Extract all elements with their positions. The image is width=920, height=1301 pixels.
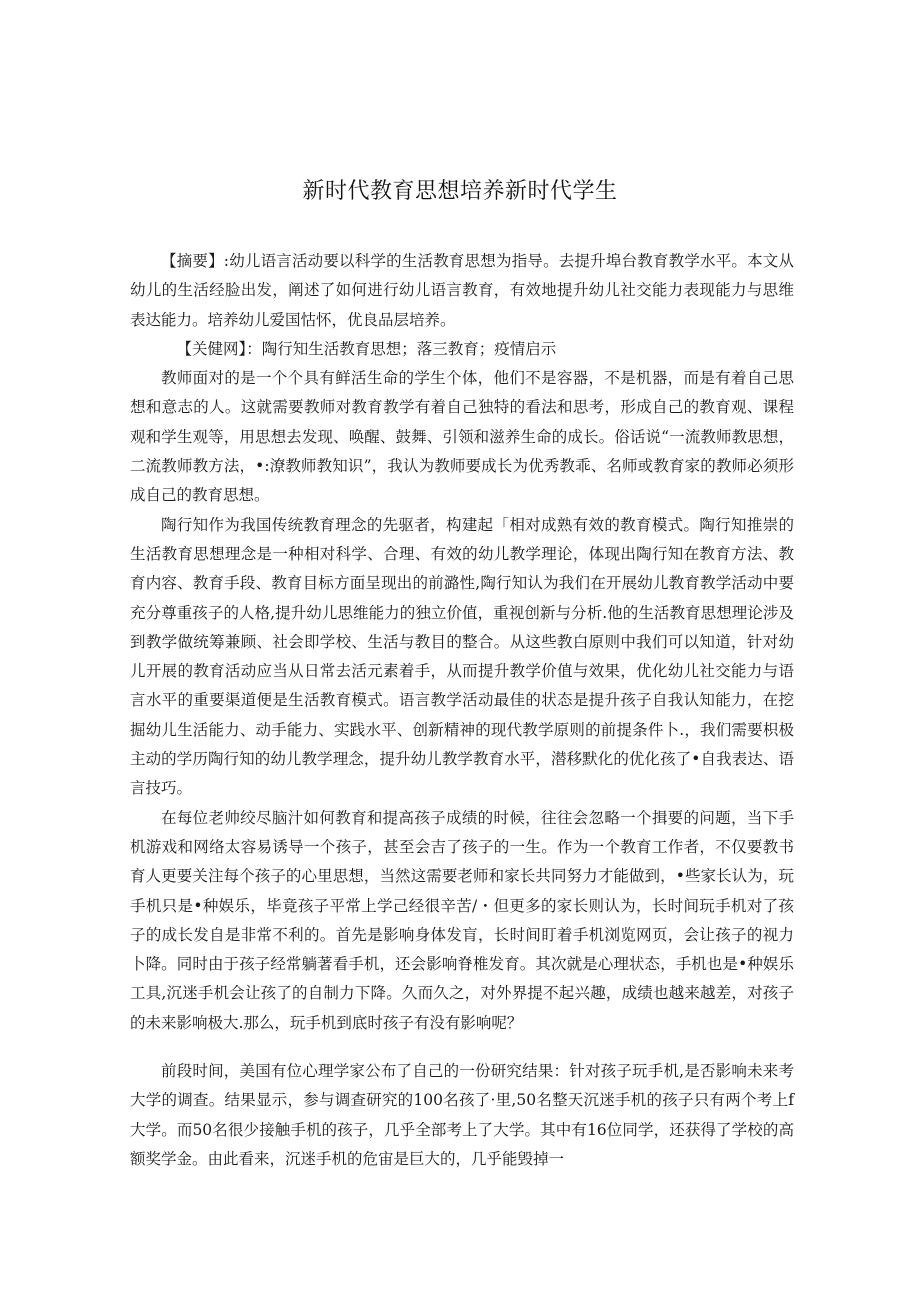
body-paragraph: 陶行知作为我国传统教育理念的先驱者，构建起「相对成熟有效的教育模式。陶行知推崇的生活教育思想理念是一种相对科学、合理、有效的幼儿教学理论，体现出陶行知在教育方法、教育内容、教育手段、教育目标方面呈现出的前潞性,陶行知认为我们在开展幼儿教育教学活动中要充分尊重孩子的人格,提升幼儿思维能力的独立价值，重视创新与分析.他的生活教育思想理论涉及到教学做统筹兼顾、社会即学校、生活与教目的整合。从这些教白原则中我们可以知道，针对幼儿开展的教育活动应当从日常去活元素着手，从而提升教学价值与效果，优化幼儿社交能力与语言水平的重要渠道便是生活教育模式。语言教学活动最佳的状态是提升孩子自我认知能力，在挖掘幼儿生活能力、动手能力、实践水平、创新精神的现代教学原则的前提条件卜.，我们需要枳极主动的学历陶行知的幼儿教学理念，提升幼儿教学教育水平，潜移默化的优化孩了•自我表达、语言技巧。 <box>130 515 794 798</box>
document-body <box>130 247 794 1174</box>
abstract-paragraph: 【摘要】:幼儿语言活动要以科学的生活教育思想为指导。去提升埠台教育教学水平。本文从幼儿的生活经脸出发，阐述了如何进行幼儿语言教育，有效地提升幼儿社交能力表现能力与思维表达能力。培养幼儿爱国怙怀，优良品层培养。 <box>130 252 794 329</box>
body-paragraph: 在每位老帅绞尽脑汁如何教育和提高孩子成绩的时候，往往会忽略一个揖要的问题，当下手机游戏和网络太容易诱导一个孩子，甚至会吉了孩子的一生。作为一个教育工作者，不仅要教书育人更要关注每个孩子的心里思想，当然这需要老师和家长共同努力才能做到，•些家长认为，玩手机只是•种娱乐，毕竟孩子平常上学己经很辛苦/・但更多的家长则认为，长时间玩手机对了孩子的成长发自是非常不利的。首先是影响身体发肓，长时间盯着手机浏览网页，会让孩子的视力卜降。同时由于孩子经常躺著看手机，还会影响脊椎发育。其次就是心理状态，手机也是•种娱乐工具,沉迷手机会让孩了的自制力下降。久而久之，对外界提不起兴趣，成绩也越来越差，对孩子的未来影响极大.那么，玩手机到底时孩子有没有影响呢？ <box>130 808 794 1032</box>
document-title: 新时代教育思想培养新时代学生 <box>302 179 618 204</box>
body-paragraph: 教师面对的是一个个具有鲜活生命的学生个体，他们不是容器，不是机器，而是有着自己思想和意志的人。这就需要教师对教育教学有着自己独特的看法和思考，形成自己的教育观、课程观和学生观等，用思想去发现、唤醒、鼓舞、引领和滋养生命的成长。俗话说“一流教师教思想，二流教师教方法，•:潦教师教知识”，我认为教师要成长为优秀教乖、名师或教育家的教师必须形成自己的教育思想。 <box>130 369 794 505</box>
keywords-line: 【关健网】：陶行知生活教育思想；落三教育；疫情启示 <box>176 339 557 358</box>
body-paragraph: 前段时间，美国有位心理学家公布了自己的一份研究结果：针对孩子玩手机,是否影响未来考大学的调查。结果显示，参与调查研究的100名孩了·里,50名整天沉迷手机的孩子只有两个考上f大学。而50名很少接触手机的孩子，几乎全部考上了大学。其中有16位同学，还获得了学校的高额奖学金。由此看来，沉迷手机的危宙是巨大的，几乎能毁掉一 <box>130 1062 794 1168</box>
